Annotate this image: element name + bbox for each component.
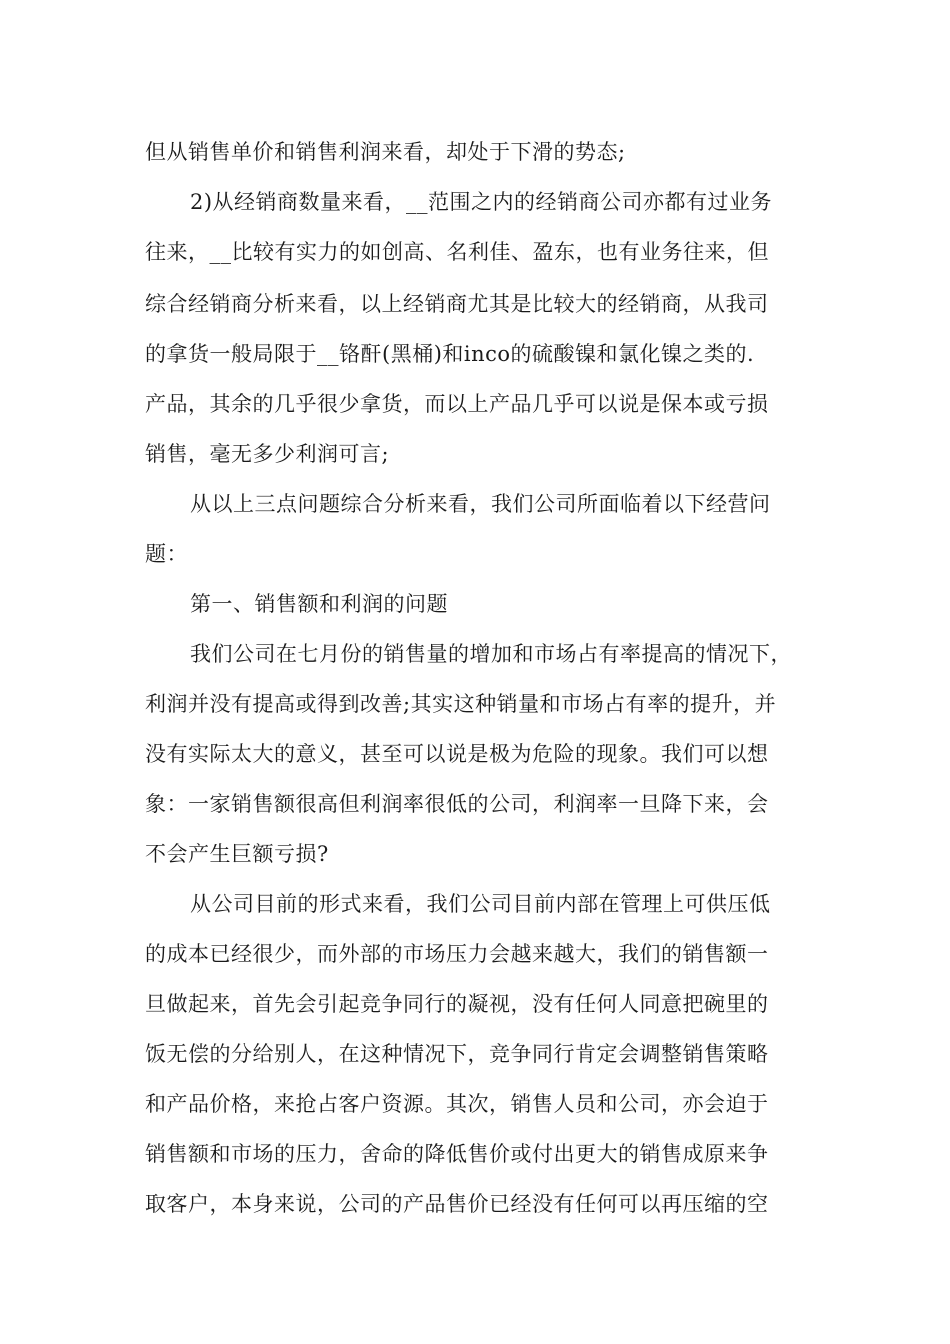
text-line: 饭无偿的分给别人，在这种情况下，竞争同行肯定会调整销售策略 — [145, 1042, 769, 1066]
text-line: 不会产生巨额亏损? — [145, 842, 329, 866]
text-line: 的成本已经很少，而外部的市场压力会越来越大，我们的销售额一 — [145, 942, 769, 966]
text-line: 销售额和市场的压力，舍命的降低售价或付出更大的销售成原来争 — [145, 1142, 769, 1166]
text-line: 我们公司在七月份的销售量的增加和市场占有率提高的情况下， — [190, 642, 792, 666]
text-line: 旦做起来，首先会引起竞争同行的凝视，没有任何人同意把碗里的 — [145, 992, 769, 1016]
text-line: 综合经销商分析来看，以上经销商尤其是比较大的经销商，从我司 — [145, 292, 769, 316]
section-heading: 第一、销售额和利润的问题 — [190, 592, 448, 616]
text-line: 题： — [145, 542, 188, 566]
text-line: 和产品价格，来抢占客户资源。其次，销售人员和公司，亦会迫于 — [145, 1092, 769, 1116]
text-line: 往来，__比较有实力的如创高、名利佳、盈东，也有业务往来，但 — [145, 240, 769, 264]
text-line: 产品，其余的几乎很少拿货，而以上产品几乎可以说是保本或亏损 — [145, 392, 769, 416]
text-line: 取客户，本身来说，公司的产品售价已经没有任何可以再压缩的空 — [145, 1192, 769, 1216]
text-line: 象：一家销售额很高但利润率很低的公司，利润率一旦降下来，会 — [145, 792, 769, 816]
text-line: 的拿货一般局限于__铬酐(黑桶)和inco的硫酸镍和氯化镍之类的. — [145, 342, 755, 366]
text-line: 从以上三点问题综合分析来看，我们公司所面临着以下经营问 — [190, 492, 771, 516]
text-line: 没有实际太大的意义，甚至可以说是极为危险的现象。我们可以想 — [145, 742, 769, 766]
text-line: 从公司目前的形式来看，我们公司目前内部在管理上可供压低 — [190, 892, 771, 916]
text-line: 销售，毫无多少利润可言; — [145, 442, 390, 466]
text-line: 但从销售单价和销售利润来看，却处于下滑的势态; — [145, 140, 626, 164]
text-line: 2)从经销商数量来看，__范围之内的经销商公司亦都有过业务 — [190, 190, 773, 214]
text-line: 利润并没有提高或得到改善;其实这种销量和市场占有率的提升，并 — [145, 692, 777, 716]
